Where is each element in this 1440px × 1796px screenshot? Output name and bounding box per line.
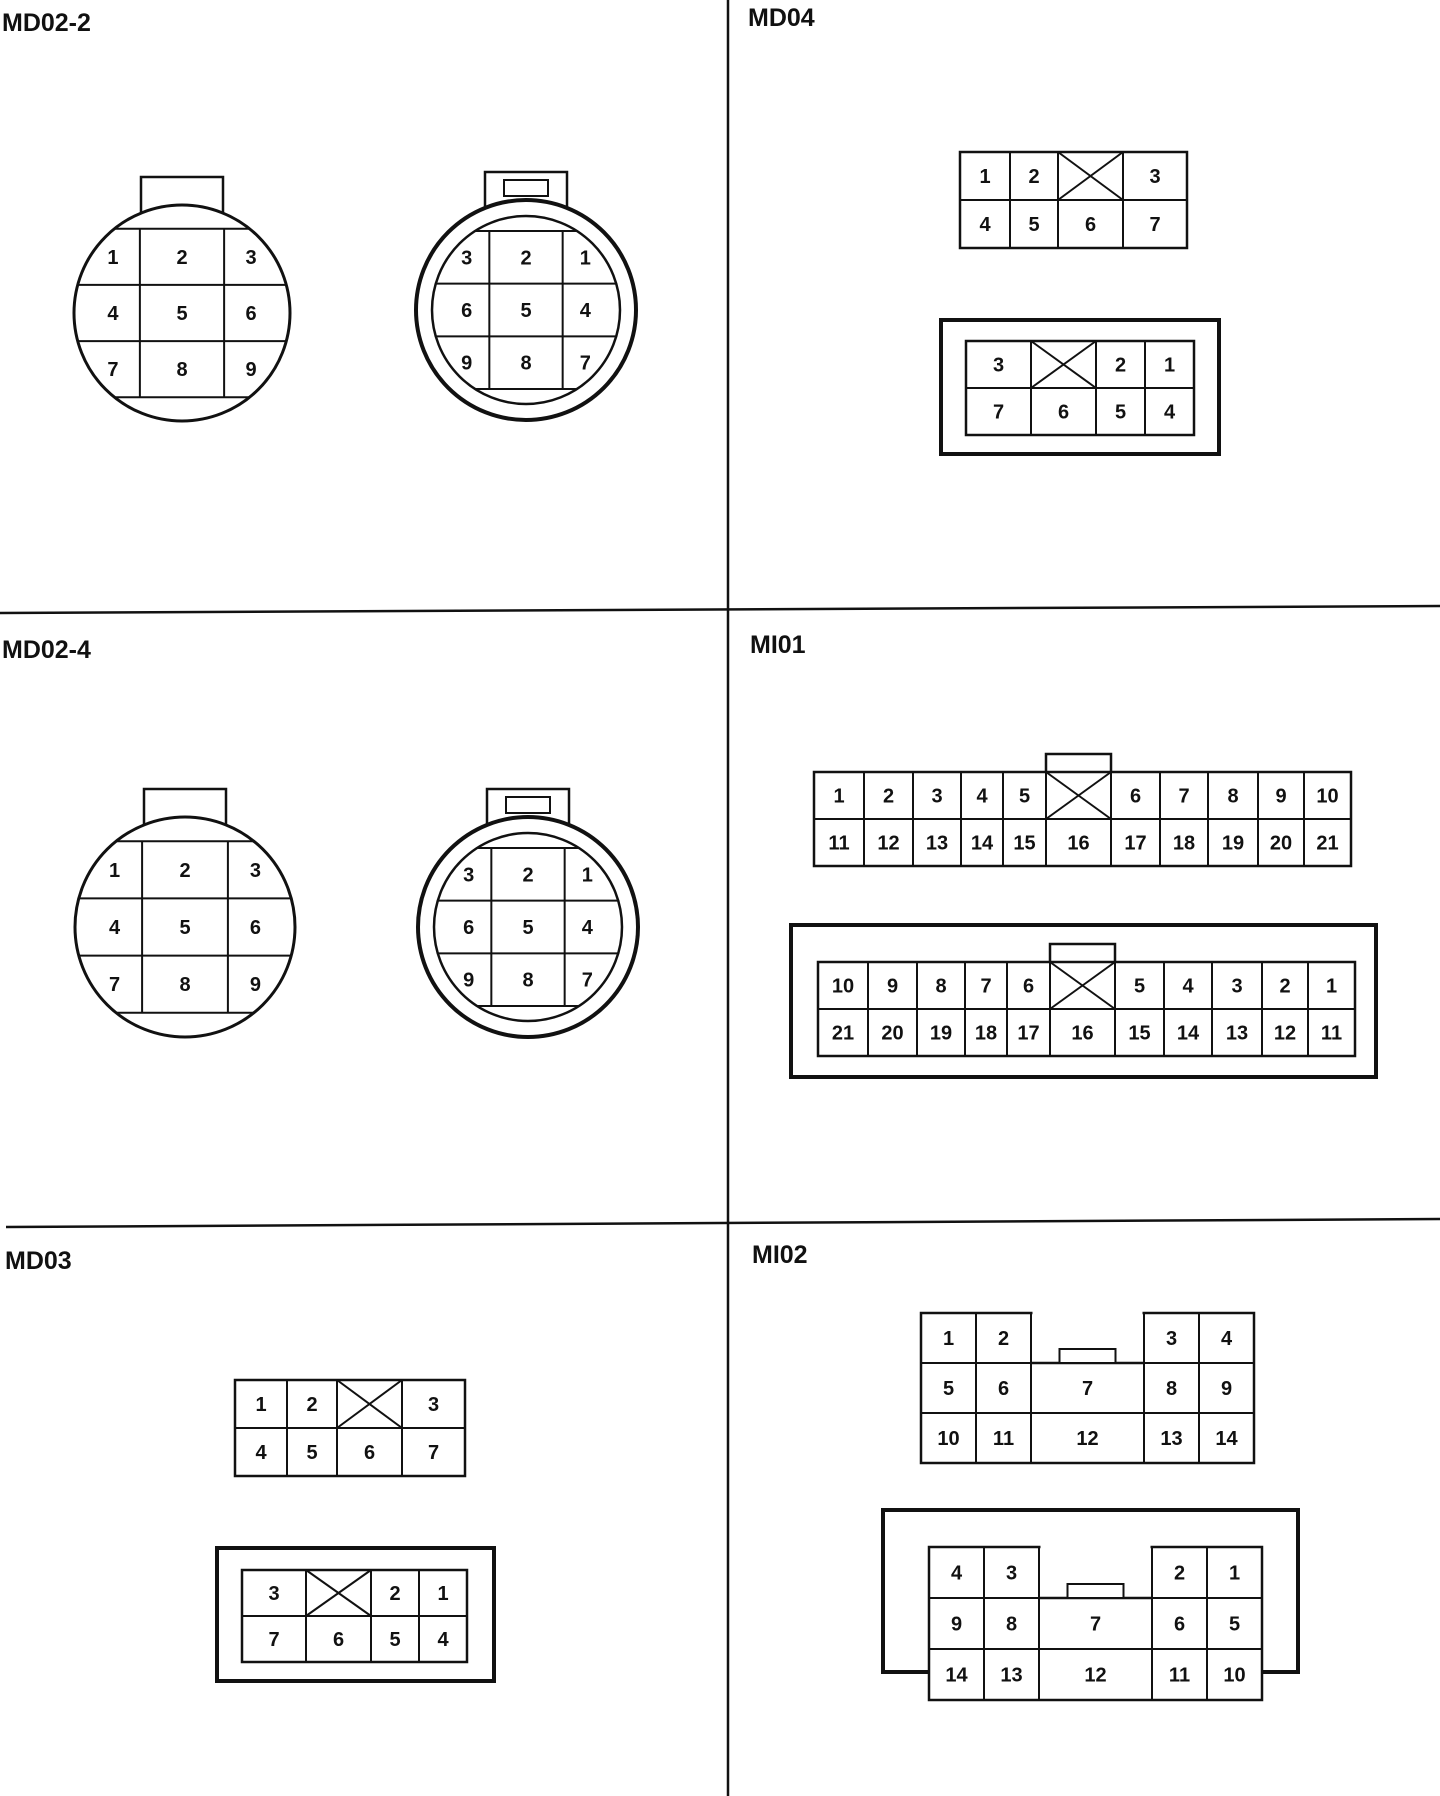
md03-top-connector xyxy=(235,1380,465,1476)
pin-number: 20 xyxy=(1269,832,1293,855)
mi02-bottom-connector xyxy=(883,1510,1298,1700)
pin-number: 12 xyxy=(1273,1022,1297,1045)
pin-number: 13 xyxy=(1225,1022,1249,1045)
pin-number: 5 xyxy=(522,917,534,939)
pin-number: 5 xyxy=(1018,785,1031,808)
pin-number: 11 xyxy=(1168,1664,1191,1687)
pin-number: 9 xyxy=(245,359,257,382)
pin-number: 1 xyxy=(581,864,593,887)
pin-number: 9 xyxy=(1220,1378,1233,1400)
pin-number: 8 xyxy=(1227,785,1239,808)
pin-number: 3 xyxy=(1231,975,1243,998)
pin-number: 3 xyxy=(249,859,262,882)
pin-number: 5 xyxy=(942,1378,955,1400)
pin-number: 14 xyxy=(970,832,994,855)
pin-number: 9 xyxy=(463,969,475,992)
pin-number: 7 xyxy=(1089,1613,1102,1636)
pin-number: 2 xyxy=(1279,975,1291,998)
pin-number: 5 xyxy=(306,1442,318,1464)
pin-number: 4 xyxy=(976,785,988,808)
pin-number: 5 xyxy=(176,303,188,325)
pin-number: 5 xyxy=(389,1629,401,1651)
pin-number: 5 xyxy=(1228,1613,1241,1636)
section-title-mi02: MI02 xyxy=(752,1241,808,1269)
pin-number: 4 xyxy=(255,1442,267,1464)
pin-number: 2 xyxy=(520,247,532,270)
section-title-mi01: MI01 xyxy=(750,631,806,659)
pin-number: 7 xyxy=(108,974,121,997)
pin-number: 9 xyxy=(1275,785,1287,808)
pin-number: 13 xyxy=(1160,1428,1183,1450)
pin-number: 3 xyxy=(1165,1328,1178,1350)
pin-number: 7 xyxy=(581,969,593,992)
pin-number: 3 xyxy=(931,785,943,808)
pin-number: 13 xyxy=(925,832,949,855)
tab-window xyxy=(506,797,550,813)
connector-drawings xyxy=(74,152,1376,1700)
md02-2-left-connector xyxy=(74,177,290,421)
pin-number: 6 xyxy=(1129,785,1142,808)
pin-number: 9 xyxy=(461,352,473,375)
pin-number: 11 xyxy=(992,1428,1015,1450)
pin-number: 2 xyxy=(1028,166,1040,188)
pin-number: 5 xyxy=(1133,975,1146,998)
pin-number: 5 xyxy=(1028,214,1040,236)
pin-number: 3 xyxy=(245,246,257,269)
pin-number: 5 xyxy=(1114,401,1127,424)
pin-number: 17 xyxy=(1124,832,1147,855)
pin-number: 16 xyxy=(1071,1022,1094,1045)
pin-number: 7 xyxy=(1178,785,1190,808)
pin-number: 2 xyxy=(179,859,191,882)
pin-number: 7 xyxy=(427,1442,440,1464)
section-title-md03: MD03 xyxy=(5,1247,72,1275)
pin-number: 4 xyxy=(581,917,593,939)
pin-number: 6 xyxy=(363,1442,376,1464)
pin-number: 4 xyxy=(107,303,119,325)
pin-number: 21 xyxy=(1316,832,1339,855)
pin-number: 8 xyxy=(176,359,188,382)
pin-number: 2 xyxy=(176,246,188,269)
pin-number: 19 xyxy=(929,1022,953,1045)
pin-number: 7 xyxy=(268,1629,280,1651)
pin-number: 14 xyxy=(1215,1428,1238,1450)
pin-number: 6 xyxy=(1022,975,1035,998)
pin-number: 2 xyxy=(522,864,534,887)
pin-number: 3 xyxy=(268,1583,280,1605)
pin-number: 12 xyxy=(1076,1428,1099,1450)
pin-number: 20 xyxy=(881,1022,904,1045)
pin-number: 2 xyxy=(997,1328,1010,1350)
pin-number: 17 xyxy=(1017,1022,1040,1045)
pin-number: 6 xyxy=(245,303,257,325)
pin-number: 10 xyxy=(937,1428,960,1450)
pin-number: 8 xyxy=(520,352,532,375)
pin-number: 7 xyxy=(1149,214,1161,236)
pin-number: 14 xyxy=(1176,1022,1200,1045)
section-title-md04: MD04 xyxy=(748,4,815,32)
pin-number: 8 xyxy=(935,975,947,998)
pin-number: 4 xyxy=(579,300,591,322)
pin-number: 6 xyxy=(461,300,473,322)
pin-number: 19 xyxy=(1221,832,1245,855)
pin-number: 6 xyxy=(1173,1613,1186,1636)
mi02-top-connector xyxy=(921,1311,1254,1463)
pin-number: 7 xyxy=(992,401,1005,424)
pin-number: 9 xyxy=(249,974,262,997)
pin-number: 4 xyxy=(1182,975,1194,998)
pin-number: 15 xyxy=(1013,832,1036,855)
pin-number: 1 xyxy=(107,246,119,269)
pin-number: 5 xyxy=(520,300,532,322)
pin-number: 8 xyxy=(1165,1378,1178,1400)
md04-bottom-connector xyxy=(941,320,1219,454)
pin-number: 4 xyxy=(979,214,991,236)
md02-2-right-connector xyxy=(416,172,636,420)
pin-number: 8 xyxy=(522,969,534,992)
pin-number: 21 xyxy=(831,1022,855,1045)
pin-number: 10 xyxy=(1316,785,1339,808)
pin-number: 1 xyxy=(942,1328,955,1350)
pin-number: 8 xyxy=(179,974,191,997)
pin-number: 3 xyxy=(992,354,1005,377)
pin-number: 13 xyxy=(1000,1664,1023,1687)
pin-number: 1 xyxy=(979,166,991,188)
pin-number: 1 xyxy=(437,1583,449,1605)
pin-number: 3 xyxy=(461,247,473,270)
pin-number: 1 xyxy=(833,785,845,808)
pin-number: 3 xyxy=(427,1394,440,1416)
pin-number: 11 xyxy=(828,832,850,855)
pin-number: 2 xyxy=(882,785,895,808)
pin-number: 2 xyxy=(1173,1562,1186,1585)
mi01-bottom-connector xyxy=(791,925,1376,1077)
pin-number: 1 xyxy=(1228,1562,1241,1585)
pin-number: 2 xyxy=(389,1583,401,1605)
pin-number: 1 xyxy=(1163,354,1176,377)
md02-4-left-connector xyxy=(75,789,295,1037)
pin-number: 12 xyxy=(1084,1664,1107,1687)
pin-number: 4 xyxy=(1220,1328,1233,1350)
section-title-md02-4: MD02-4 xyxy=(2,636,91,664)
pin-number: 6 xyxy=(463,917,475,939)
pin-number: 6 xyxy=(332,1629,345,1651)
pin-number: 4 xyxy=(437,1629,449,1651)
pin-number: 7 xyxy=(107,359,119,382)
pin-number: 3 xyxy=(1005,1562,1018,1585)
pin-number: 12 xyxy=(877,832,900,855)
md03-bottom-connector xyxy=(217,1548,494,1681)
pin-number: 6 xyxy=(1057,401,1070,424)
pin-number: 8 xyxy=(1005,1613,1018,1636)
pin-number: 18 xyxy=(974,1022,998,1045)
pin-number: 2 xyxy=(306,1394,318,1416)
pin-number: 4 xyxy=(1163,401,1176,424)
pin-number: 1 xyxy=(1325,975,1338,998)
section-title-md02-2: MD02-2 xyxy=(2,9,91,37)
pin-number: 2 xyxy=(1114,354,1127,377)
locking-tab xyxy=(1068,1584,1124,1598)
pin-number: 9 xyxy=(886,975,899,998)
pin-number: 18 xyxy=(1172,832,1196,855)
pin-number: 7 xyxy=(980,975,992,998)
pin-number: 4 xyxy=(108,917,121,939)
pin-number: 3 xyxy=(1149,166,1161,188)
pin-number: 15 xyxy=(1128,1022,1151,1045)
pin-number: 6 xyxy=(249,917,262,939)
pin-number: 16 xyxy=(1067,832,1090,855)
locking-tab xyxy=(1060,1349,1116,1363)
pin-number: 11 xyxy=(1320,1022,1343,1045)
pin-number: 14 xyxy=(945,1664,968,1687)
pin-number: 4 xyxy=(950,1562,963,1585)
pin-number: 10 xyxy=(1223,1664,1246,1687)
mi01-top-connector xyxy=(814,754,1351,866)
pin-number: 5 xyxy=(179,917,191,939)
section-titles xyxy=(2,4,815,1275)
pin-number: 6 xyxy=(1084,214,1097,236)
md04-top-connector xyxy=(960,152,1187,248)
pin-number: 1 xyxy=(255,1394,267,1416)
pin-number: 10 xyxy=(831,975,855,998)
pin-number: 3 xyxy=(463,864,475,887)
md02-4-right-connector xyxy=(418,789,638,1037)
pin-number: 1 xyxy=(108,859,121,882)
pin-number: 9 xyxy=(950,1613,963,1636)
pin-number: 1 xyxy=(579,247,591,270)
pin-number: 7 xyxy=(1081,1378,1094,1400)
tab-window xyxy=(504,180,548,196)
pin-number: 6 xyxy=(997,1378,1010,1400)
pin-number: 7 xyxy=(579,352,591,375)
